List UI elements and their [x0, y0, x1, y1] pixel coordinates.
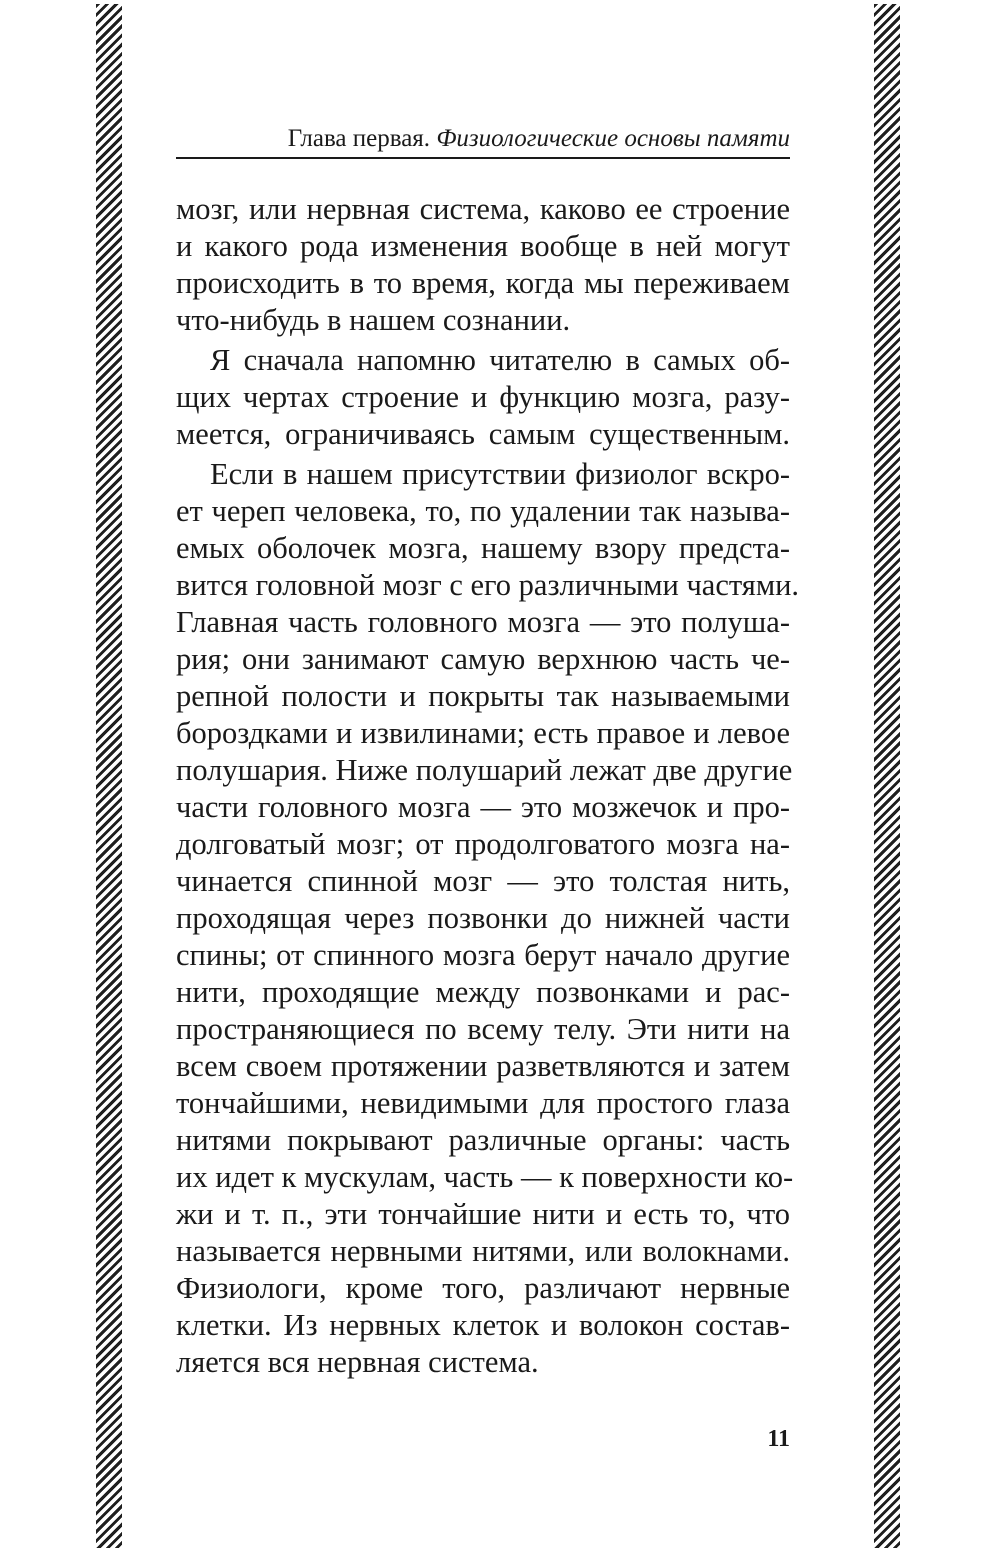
- text-line: емых оболочек мозга, нашему взору предста-: [176, 531, 790, 565]
- paragraph-1: [176, 191, 790, 339]
- decorative-border-left: [96, 4, 122, 1548]
- text-line: долговатый мозг; от продолговатого мозга на-: [176, 827, 790, 861]
- text-line: ляется вся нервная система.: [176, 1345, 539, 1379]
- text-line: ет череп человека, то, по удалении так называ-: [176, 494, 790, 528]
- body-text: [176, 191, 800, 1381]
- text-line: тончайшими, невидимыми для простого глаза: [176, 1086, 790, 1120]
- text-line: мозг, или нервная система, каково ее строение: [176, 192, 790, 226]
- text-line: Я сначала напомню читателю в самых об-: [210, 343, 790, 377]
- text-line: Если в нашем присутствии физиолог вскро-: [210, 457, 790, 491]
- text-line: проходящая через позвонки до нижней части: [176, 901, 790, 935]
- text-line: пространяющиеся по всему телу. Эти нити на: [176, 1012, 790, 1046]
- text-line: Главная часть головного мозга — это полуша-: [176, 605, 790, 639]
- text-line: называется нервными нитями, или волокнами.: [176, 1234, 790, 1268]
- text-line: нитями покрывают различные органы: часть: [176, 1123, 790, 1157]
- text-line: вится головной мозг с его различными частями.: [176, 568, 800, 602]
- page-number: 11: [767, 1426, 790, 1452]
- text-line: щих чертах строение и функцию мозга, разу-: [176, 380, 790, 414]
- text-line: репной полости и покрыты так называемыми: [176, 679, 790, 713]
- text-line: полушария. Ниже полушарий лежат две другие: [176, 753, 793, 787]
- text-line: бороздками и извилинами; есть правое и левое: [176, 716, 790, 750]
- chapter-topic: Физиологические основы памяти: [436, 125, 790, 152]
- text-line: жи и т. п., эти тончайшие нити и есть то, что: [176, 1197, 790, 1231]
- paragraph-2: [176, 342, 790, 453]
- chapter-label: Глава первая.: [287, 125, 431, 152]
- paragraph-3: [176, 456, 800, 1381]
- decorative-border-right: [874, 4, 900, 1548]
- running-header: [176, 124, 790, 154]
- text-line: Физиологи, кроме того, различают нервные: [176, 1271, 790, 1305]
- text-line: происходить в то время, когда мы переживаем: [176, 266, 790, 300]
- text-line: их идет к мускулам, часть — к поверхности ко-: [176, 1160, 794, 1194]
- text-line: что-нибудь в нашем сознании.: [176, 303, 571, 337]
- text-line: меется, ограничиваясь самым существенным.: [176, 417, 790, 451]
- text-line: клетки. Из нервных клеток и волокон состав-: [176, 1308, 790, 1342]
- header-rule: [176, 157, 790, 159]
- text-line: спины; от спинного мозга берут начало другие: [176, 938, 790, 972]
- text-line: части головного мозга — это мозжечок и про-: [176, 790, 790, 824]
- text-line: и какого рода изменения вообще в ней могут: [176, 229, 790, 263]
- text-line: рия; они занимают самую верхнюю часть че-: [176, 642, 790, 676]
- text-line: чинается спинной мозг — это толстая нить,: [176, 864, 790, 898]
- text-line: нити, проходящие между позвонками и рас-: [176, 975, 790, 1009]
- text-line: всем своем протяжении разветвляются и затем: [176, 1049, 790, 1083]
